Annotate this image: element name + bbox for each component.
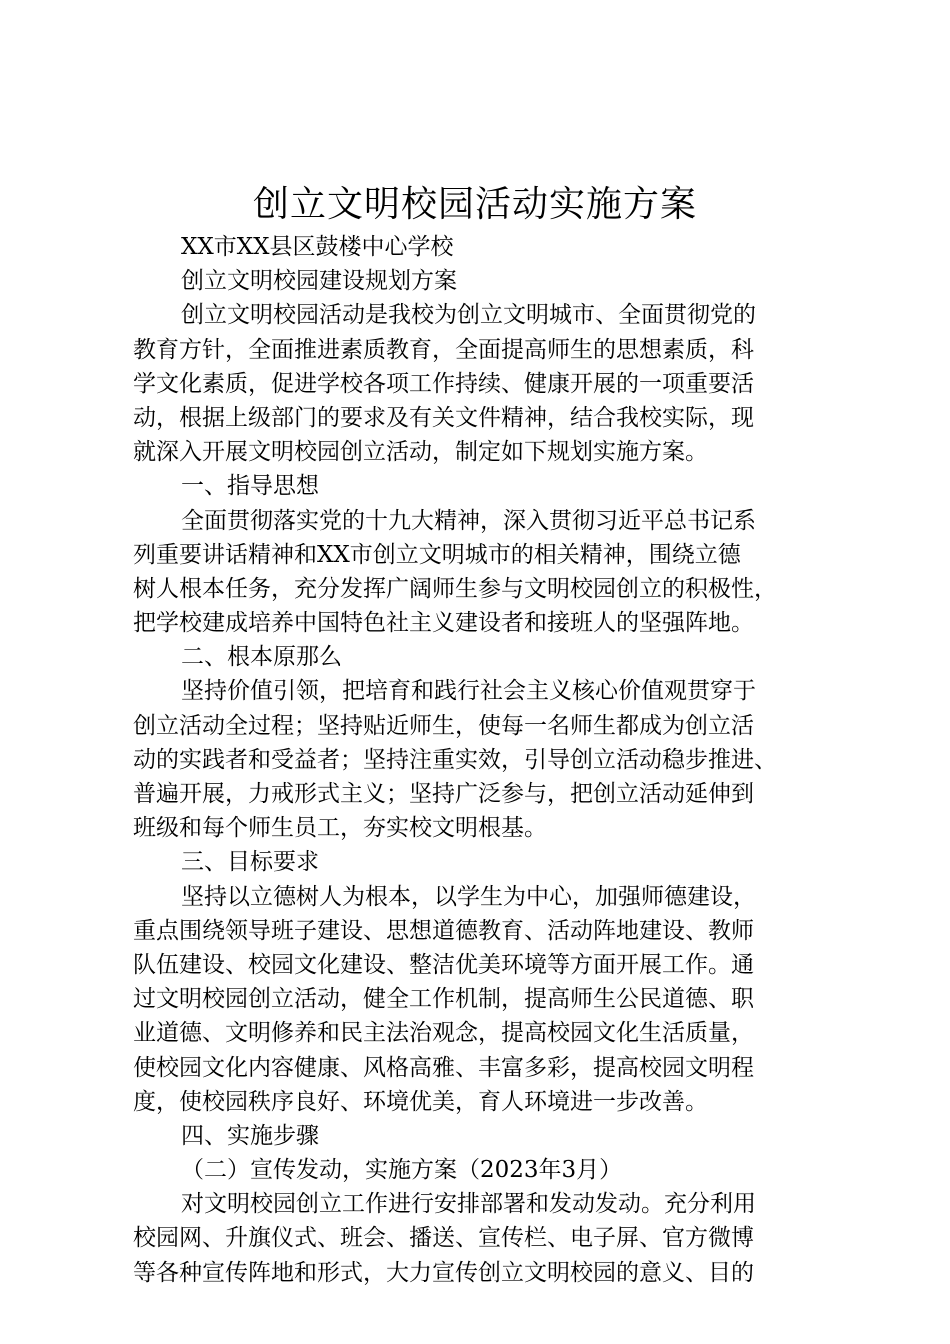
text-line: 学文化素质，促进学校各项工作持续、健康开展的一项重要活 [133, 370, 754, 397]
text-line: 度，使校园秩序良好、环境优美，育人环境进一步改善。 [133, 1088, 708, 1115]
text-line: 三、目标要求 [181, 849, 319, 876]
text-line: 过文明校园创立活动，健全工作机制，提高师生公民道德、职 [133, 986, 754, 1013]
text-line: 就深入开展文明校园创立活动，制定如下规划实施方案。 [133, 439, 708, 466]
text-line: 重点围绕领导班子建设、思想道德教育、活动阵地建设、教师 [133, 917, 754, 944]
text-line: 普遍开展，力戒形式主义；坚持广泛参与，把创立活动延伸到 [133, 781, 754, 807]
document-body [133, 230, 833, 1290]
text-line: 使校园文化内容健康、风格高雅、丰富多彩，提高校园文明程 [133, 1054, 754, 1081]
text-line: （二）宣传发动，实施方案（2023年3月） [181, 1157, 623, 1184]
text-line: 对文明校园创立工作进行安排部署和发动发动。充分利用 [181, 1191, 756, 1218]
text-line: 坚持价值引领，把培育和践行社会主义核心价值观贯穿于 [181, 678, 756, 705]
text-line: 创立文明校园建设规划方案 [181, 268, 457, 295]
text-line: XX市XX县区鼓楼中心学校 [181, 234, 454, 260]
text-line: 校园网、升旗仪式、班会、播送、宣传栏、电子屏、官方微博 [133, 1225, 754, 1252]
text-line: 队伍建设、校园文化建设、整洁优美环境等方面开展工作。通 [133, 951, 754, 978]
text-line: 等各种宣传阵地和形式，大力宣传创立文明校园的意义、目的 [133, 1259, 754, 1286]
text-line: 四、实施步骤 [181, 1122, 319, 1149]
text-line: 把学校建成培养中国特色社主义建设者和接班人的坚强阵地。 [133, 610, 754, 637]
text-line: 坚持以立德树人为根本，以学生为中心，加强师德建设， [181, 883, 756, 910]
text-line: 二、根本原那么 [181, 644, 342, 671]
text-line: 全面贯彻落实党的十九大精神，深入贯彻习近平总书记系 [181, 507, 756, 534]
text-line: 业道德、文明修养和民主法治观念，提高校园文化生活质量， [133, 1020, 754, 1047]
text-line: 班级和每个师生员工，夯实校文明根基。 [133, 815, 547, 842]
text-line: 列重要讲话精神和XX市创立文明城市的相关精神，围绕立德 [133, 541, 741, 568]
text-line: 教育方针，全面推进素质教育，全面提高师生的思想素质，科 [133, 336, 754, 363]
text-line: 创立活动全过程；坚持贴近师生，使每一名师生都成为创立活 [133, 712, 754, 739]
text-line: 树人根本任务，充分发挥广阔师生参与文明校园创立的积极性， [133, 575, 777, 602]
text-line: 创立文明校园活动是我校为创立文明城市、全面贯彻党的 [181, 302, 756, 329]
text-line: 动的实践者和受益者；坚持注重实效，引导创立活动稳步推进、 [133, 746, 777, 773]
document-title: 创立文明校园活动实施方案 [252, 184, 697, 225]
text-line: 动，根据上级部门的要求及有关文件精神，结合我校实际，现 [133, 404, 754, 431]
text-line: 一、指导思想 [181, 473, 319, 500]
